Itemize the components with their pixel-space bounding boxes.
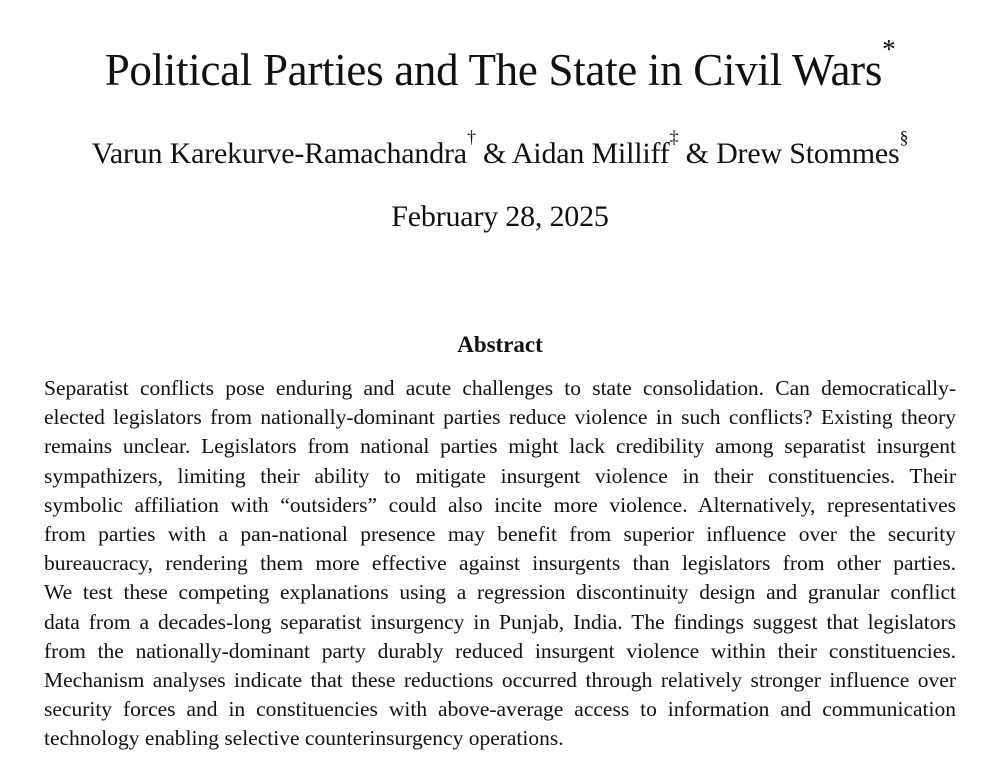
abstract-line: from parties with a pan-national presence may benefit from superior influence over the security	[44, 521, 956, 546]
abstract-line: elected legislators from nationally-dominant parties reduce violence in such conflicts? Existing theory	[44, 405, 956, 430]
author-footnote-mark: §	[899, 127, 909, 147]
title-footnote-mark: *	[882, 34, 896, 64]
abstract-line: from the nationally-dominant party durably reduced insurgent violence within their constituencies.	[44, 638, 956, 663]
author-footnote-mark: †	[466, 127, 476, 147]
author-name: Varun Karekurve-Ramachandra	[91, 137, 467, 170]
paper-title	[0, 34, 1000, 98]
paper-title-text: Political Parties and The State in Civil Wars	[104, 45, 883, 95]
abstract-line: data from a decades-long separatist insurgency in Punjab, India. The findings suggest that legislators	[44, 609, 956, 634]
author-separator: &	[678, 137, 717, 170]
abstract-line: security forces and in constituencies with above-average access to information and communication	[44, 697, 956, 722]
abstract-line: bureaucracy, rendering them more effective against insurgents than legislators from other parties.	[44, 551, 956, 576]
abstract-line: remains unclear. Legislators from national parties might lack credibility among separatist insurgent	[44, 434, 956, 459]
author-list	[0, 127, 1000, 174]
author-name: Aidan Milliff	[511, 137, 670, 170]
abstract-line: sympathizers, limiting their ability to mitigate insurgent violence in their constituencies. Their	[44, 463, 956, 488]
publication-date: February 28, 2025	[391, 200, 609, 233]
abstract-line: symbolic affiliation with “outsiders” could also incite more violence. Alternatively, representatives	[44, 492, 956, 517]
author-separator: &	[475, 137, 512, 170]
abstract-body	[44, 374, 956, 753]
abstract-line: technology enabling selective counterinsurgency operations.	[44, 726, 564, 751]
abstract-line: We test these competing explanations using a regression discontinuity design and granular conflict	[44, 580, 956, 605]
author-name: Drew Stommes	[716, 137, 900, 170]
abstract-line: Mechanism analyses indicate that these reductions occurred through relatively stronger influence over	[44, 667, 956, 692]
abstract-line: Separatist conflicts pose enduring and acute challenges to state consolidation. Can democratically-	[44, 376, 956, 400]
author-footnote-mark: ‡	[669, 127, 679, 147]
abstract-heading: Abstract	[457, 332, 543, 357]
